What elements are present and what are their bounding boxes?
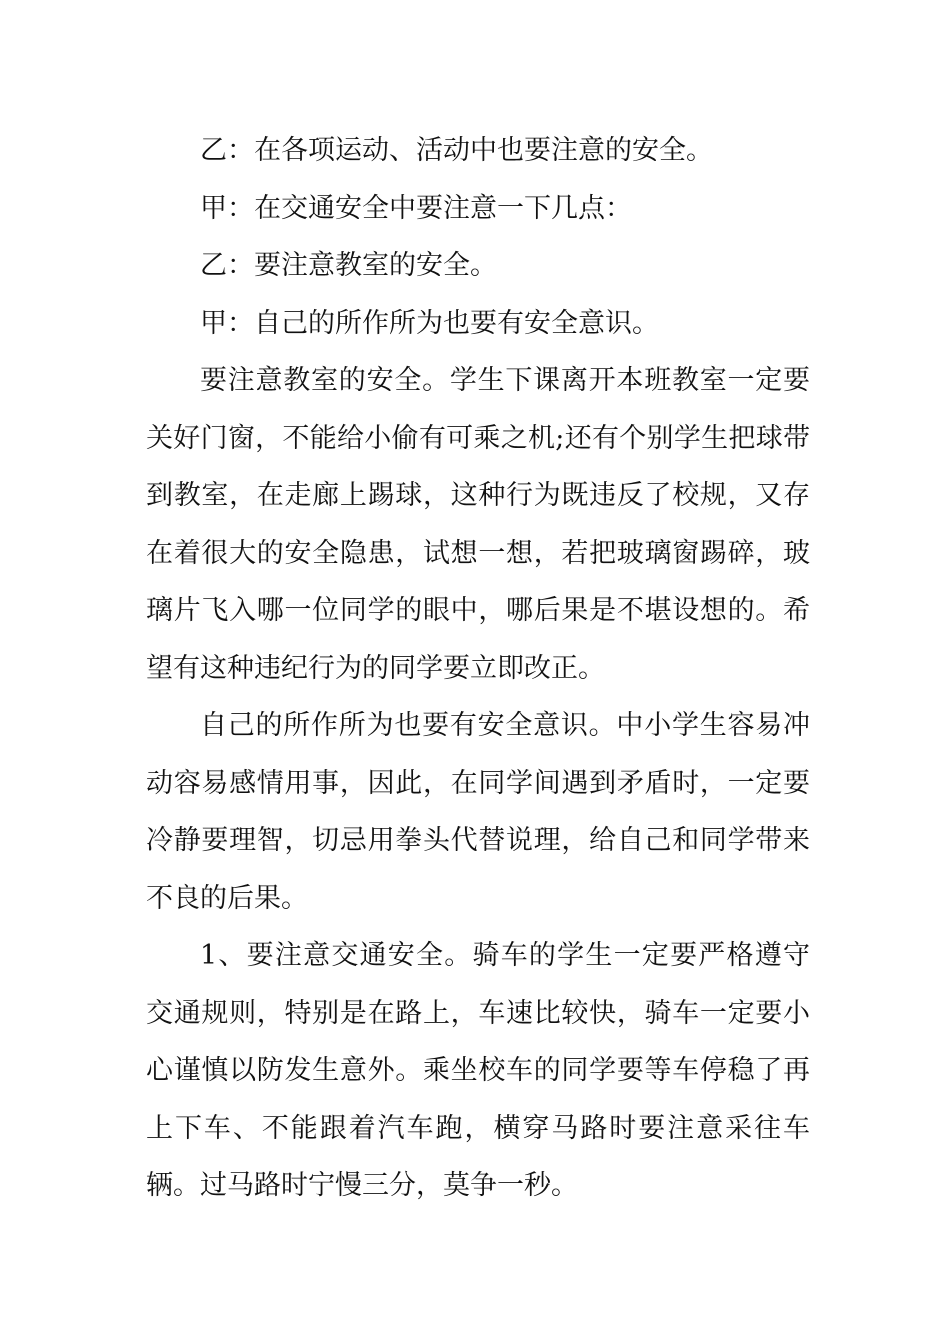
paragraph-traffic-safety: 1、要注意交通安全。骑车的学生一定要严格遵守交通规则，特别是在路上，车速比较快，骑车一定要小心谨慎以防发生意外。乘坐校车的同学要等车停稳了再上下车、不能跟着汽车跑，横穿马路时要注意采往车辆。过马路时宁慢三分，莫争一秒。 bbox=[146, 940, 810, 1201]
dialogue-line: 乙：在各项运动、活动中也要注意的安全。 bbox=[200, 135, 713, 166]
document-body bbox=[146, 122, 810, 1215]
dialogue-line: 甲：自己的所作所为也要有安全意识。 bbox=[200, 307, 659, 339]
paragraph-behavior-safety: 自己的所作所为也要有安全意识。中小学生容易冲动容易感情用事，因此，在同学间遇到矛盾时，一定要冷静要理智，切忌用拳头代替说理，给自己和同学带来不良的后果。 bbox=[146, 710, 810, 914]
dialogue-line: 甲：在交通安全中要注意一下几点： bbox=[200, 192, 632, 224]
dialogue-line: 乙：要注意教室的安全。 bbox=[200, 250, 497, 281]
paragraph-classroom-safety: 要注意教室的安全。学生下课离开本班教室一定要关好门窗，不能给小偷有可乘之机;还有个别学生把球带到教室，在走廊上踢球，这种行为既违反了校规，又存在着很大的安全隐患，试想一想，若把玻璃窗踢碎，玻璃片飞入哪一位同学的眼中，哪后果是不堪设想的。希望有这种违纪行为的同学要立即改正。 bbox=[146, 365, 810, 684]
